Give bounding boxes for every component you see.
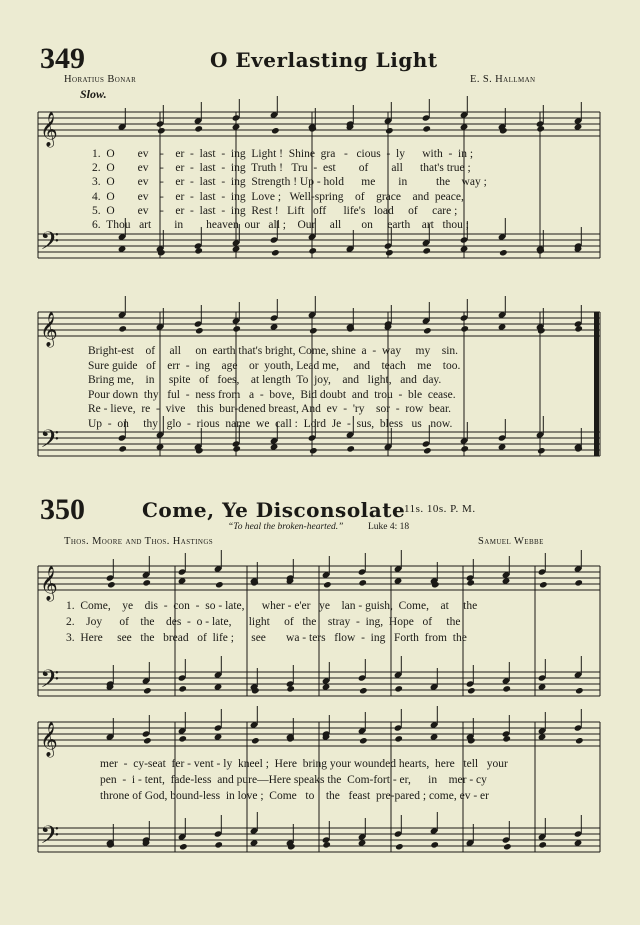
note-head [460,325,469,332]
verse-line: Bright-est of all on earth that's bright, Come, shine a - way my sin. [88,345,459,357]
note-head [394,735,403,742]
note-head [143,687,152,694]
note-head [358,579,367,586]
hymn-number: 349 [40,42,85,75]
note-head [143,737,152,744]
bass-clef-icon: 𝄢 [40,227,60,262]
note-head [107,581,116,588]
note-head [423,327,432,334]
verse-line: pen - i - tent, fade-less and pure—Here speaks the Com-fort - er, in mer - cy [100,774,487,786]
note-head [503,843,512,850]
note-head [118,445,127,452]
verse-line: 2. O ev - er - last - ing Truth ! Tru - est of all that's true ; [92,162,471,175]
note-head [195,327,204,334]
verse-line: mer - cy-seat fer - vent - ly kneel ; Here bring your wounded hearts, here tell your [100,758,508,770]
note-head [502,685,511,692]
note-head [422,125,431,132]
note-head [118,325,127,332]
note-head [308,247,317,254]
note-head [460,445,469,452]
note-head [359,687,368,694]
note-head [394,685,403,692]
note-head [385,249,394,256]
verse-line: Pour down thy ful - ness from a - bove, Bid doubt and trou - ble cease. [88,388,456,401]
note-head [574,579,583,586]
note-head [575,737,584,744]
verse-line: Sure guide of err - ing age or youth, Lead me, and teach me too. [88,359,461,372]
note-head [467,687,476,694]
verse-line: Re - lieve, re - vive this bur-dened breast, And ev - 'ry sor - row bear. [88,403,452,416]
note-head [537,447,546,454]
bass-clef-icon: 𝄢 [40,821,60,856]
note-head [309,327,318,334]
treble-clef-icon: 𝄞 [40,112,58,147]
author-credit: Horatius Bonar [64,74,137,85]
scripture-reference: Luke 4: 18 [368,522,410,532]
note-head [539,581,548,588]
composer-credit: E. S. Hallman [470,74,536,85]
note-head [430,841,439,848]
treble-clef-icon: 𝄞 [40,566,58,601]
final-bar [594,312,599,456]
meter-label: 11s. 10s. P. M. [404,503,476,515]
note-head [178,735,187,742]
note-head [271,249,280,256]
note-head [359,737,368,744]
verse-line: 3. Here see the bread of life ; see wa - ters flow - ing Forth from the [66,632,467,644]
note-head [309,447,318,454]
verse-line: Up - on thy glo - rious name we call : Lord Je - sus, bless us now. [88,418,453,430]
note-head [179,843,188,850]
note-head [214,841,223,848]
note-head [323,581,332,588]
treble-clef-icon: 𝄞 [40,722,58,757]
verse-line: 6. Thou art in heaven our all ; Our all on earth art thou ; [92,219,469,231]
verse-line: 3. O ev - er - last - ing Strength ! Up - hold me in the way ; [92,176,487,189]
note-head [346,445,355,452]
hymn-title: O Everlasting Light [210,48,438,72]
note-head [385,127,394,134]
note-head [271,127,280,134]
note-head [499,249,508,256]
verse-line: 1. Come, ye dis - con - so - late, wher - e'er ye lan - guish, Come, at the [66,600,478,612]
note-head [423,447,432,454]
author-credit: Thos. Moore and Thos. Hastings [64,536,214,547]
bass-clef-icon: 𝄢 [40,665,60,700]
treble-clef-icon: 𝄞 [40,312,58,347]
note-head [538,841,547,848]
note-head [194,125,203,132]
hymn-number: 350 [40,493,85,526]
bass-clef-icon: 𝄢 [40,425,60,460]
tempo-marking: Slow. [80,87,107,101]
verse-line: 4. O ev - er - last - ing Love ; Well-spring of grace and peace, [92,190,464,203]
note-head [251,737,260,744]
note-head [142,579,151,586]
verse-line: Bring me, in spite of foes, at length To joy, and light, and day. [88,374,442,387]
note-head [215,581,224,588]
note-head [157,127,166,134]
note-head [395,843,404,850]
note-head [422,247,431,254]
note-head [232,325,241,332]
epigraph: “To heal the broken-hearted.” [228,522,344,532]
verse-line: 1. O ev - er - last - ing Light ! Shine gra - cious - ly with - in ; [92,148,474,160]
verse-line: throne of God, bound-less in love ; Come to the feast pre-pared ; come, ev - er [100,790,489,802]
note-head [178,685,187,692]
note-head [575,687,584,694]
composer-credit: Samuel Webbe [478,536,544,547]
verse-line: 5. O ev - er - last - ing Rest ! Lift off life's load of care ; [92,204,458,217]
hymn-title: Come, Ye Disconsolate [142,498,406,522]
verse-line: 2. Joy of the des - o - late, light of the stray - ing, Hope of the [66,616,461,628]
